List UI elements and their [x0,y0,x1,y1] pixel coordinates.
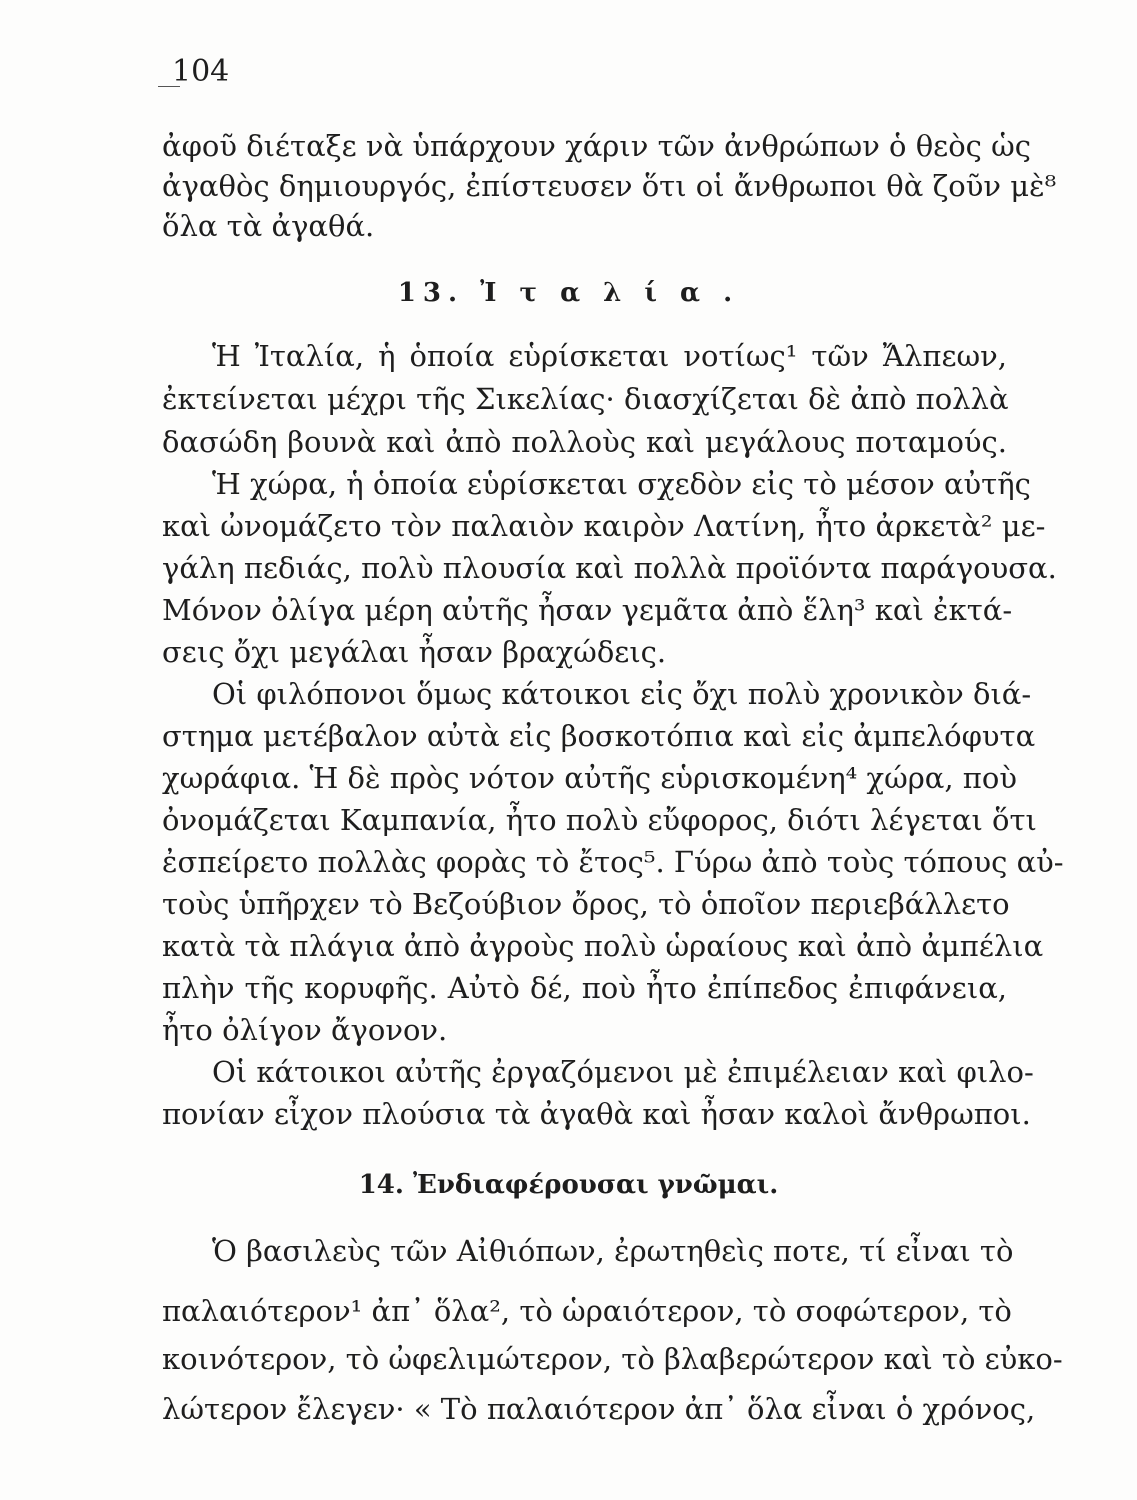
text-line: τοὺς ὑπῆρχεν τὸ Βεζούβιον ὄρος, τὸ ὁποῖον περιεβάλλετο [162,887,1010,921]
section-heading-13: 13. Ἰ τ α λ ί α . [397,278,740,308]
text-line: ἀγαθὸς δημιουργός, ἐπίστευσεν ὅτι οἱ ἄνθρωποι θὰ ζοῦν μὲ⁸ [162,169,1057,203]
text-line: κατὰ τὰ πλάγια ἀπὸ ἀγροὺς πολὺ ὡραίους καὶ ἀπὸ ἀμπέλια [162,929,1044,963]
paragraph-first-line: Ὁ βασιλεὺς τῶν Αἰθιόπων, ἐρωτηθεὶς ποτε, τί εἶναι τὸ [212,1234,1014,1268]
text-line: γάλη πεδιάς, πολὺ πλουσία καὶ πολλὰ προϊόντα παράγουσα. [162,551,1057,585]
text-line: δασώδη βουνὰ καὶ ἀπὸ πολλοὺς καὶ μεγάλους ποταμούς. [162,425,1007,459]
text-line: σεις ὄχι μεγάλαι ἦσαν βραχώδεις. [162,635,667,669]
text-line: ἀφοῦ διέταξε νὰ ὑπάρχουν χάριν τῶν ἀνθρώπων ὁ θεὸς ὡς [162,129,1032,163]
text-line: ἐκτείνεται μέχρι τῆς Σικελίας· διασχίζεται δὲ ἀπὸ πολλὰ [162,382,1009,416]
paragraph-first-line: Ἡ Ἰταλία, ἡ ὁποία εὑρίσκεται νοτίως¹ τῶν Ἄλπεων, [212,339,1007,373]
text-line: πλὴν τῆς κορυφῆς. Αὐτὸ δέ, ποὺ ἦτο ἐπίπεδος ἐπιφάνεια, [162,971,1007,1005]
text-line: ἦτο ὀλίγον ἄγονον. [162,1013,448,1047]
page-number: 104 [172,54,230,89]
paragraph-first-line: Οἱ φιλόπονοι ὅμως κάτοικοι εἰς ὄχι πολὺ χρονικὸν διά- [212,677,1032,711]
text-line: λώτερον ἔλεγεν· « Τὸ παλαιότερον ἀπ᾿ ὅλα εἶναι ὁ χρόνος, [162,1392,1036,1426]
text-line: ὅλα τὰ ἀγαθά. [162,209,375,243]
text-line: πονίαν εἶχον πλούσια τὰ ἀγαθὰ καὶ ἦσαν καλοὶ ἄνθρωποι. [162,1097,1031,1131]
paragraph-first-line: Οἱ κάτοικοι αὐτῆς ἐργαζόμενοι μὲ ἐπιμέλειαν καὶ φιλο- [212,1055,1034,1089]
page-number-underline [158,86,180,87]
text-line: κοινότερον, τὸ ὠφελιμώτερον, τὸ βλαβερώτερον καὶ τὸ εὐκο- [162,1342,1063,1376]
text-line: ὀνομάζεται Καμπανία, ἦτο πολὺ εὔφορος, διότι λέγεται ὅτι [162,803,1037,837]
text-line: χωράφια. Ἡ δὲ πρὸς νότον αὐτῆς εὑρισκομένη⁴ χώρα, ποὺ [162,761,1017,795]
text-line: παλαιότερον¹ ἀπ᾿ ὅλα², τὸ ὡραιότερον, τὸ σοφώτερον, τὸ [162,1294,1012,1328]
paragraph-first-line: Ἡ χώρα, ἡ ὁποία εὑρίσκεται σχεδὸν εἰς τὸ μέσον αὐτῆς [212,467,1031,501]
text-line: καὶ ὠνομάζετο τὸν παλαιὸν καιρὸν Λατίνη, ἦτο ἀρκετὰ² με- [162,509,1046,543]
text-line: ἐσπείρετο πολλὰς φορὰς τὸ ἔτος⁵. Γύρω ἀπὸ τοὺς τόπους αὐ- [162,845,1064,879]
text-line: Μόνον ὀλίγα μέρη αὐτῆς ἦσαν γεμᾶτα ἀπὸ ἕλη³ καὶ ἐκτά- [162,593,1013,627]
section-heading-14: 14. Ἐνδιαφέρουσαι γνῶμαι. [358,1170,779,1200]
text-line: στημα μετέβαλον αὐτὰ εἰς βοσκοτόπια καὶ εἰς ἀμπελόφυτα [162,719,1036,753]
